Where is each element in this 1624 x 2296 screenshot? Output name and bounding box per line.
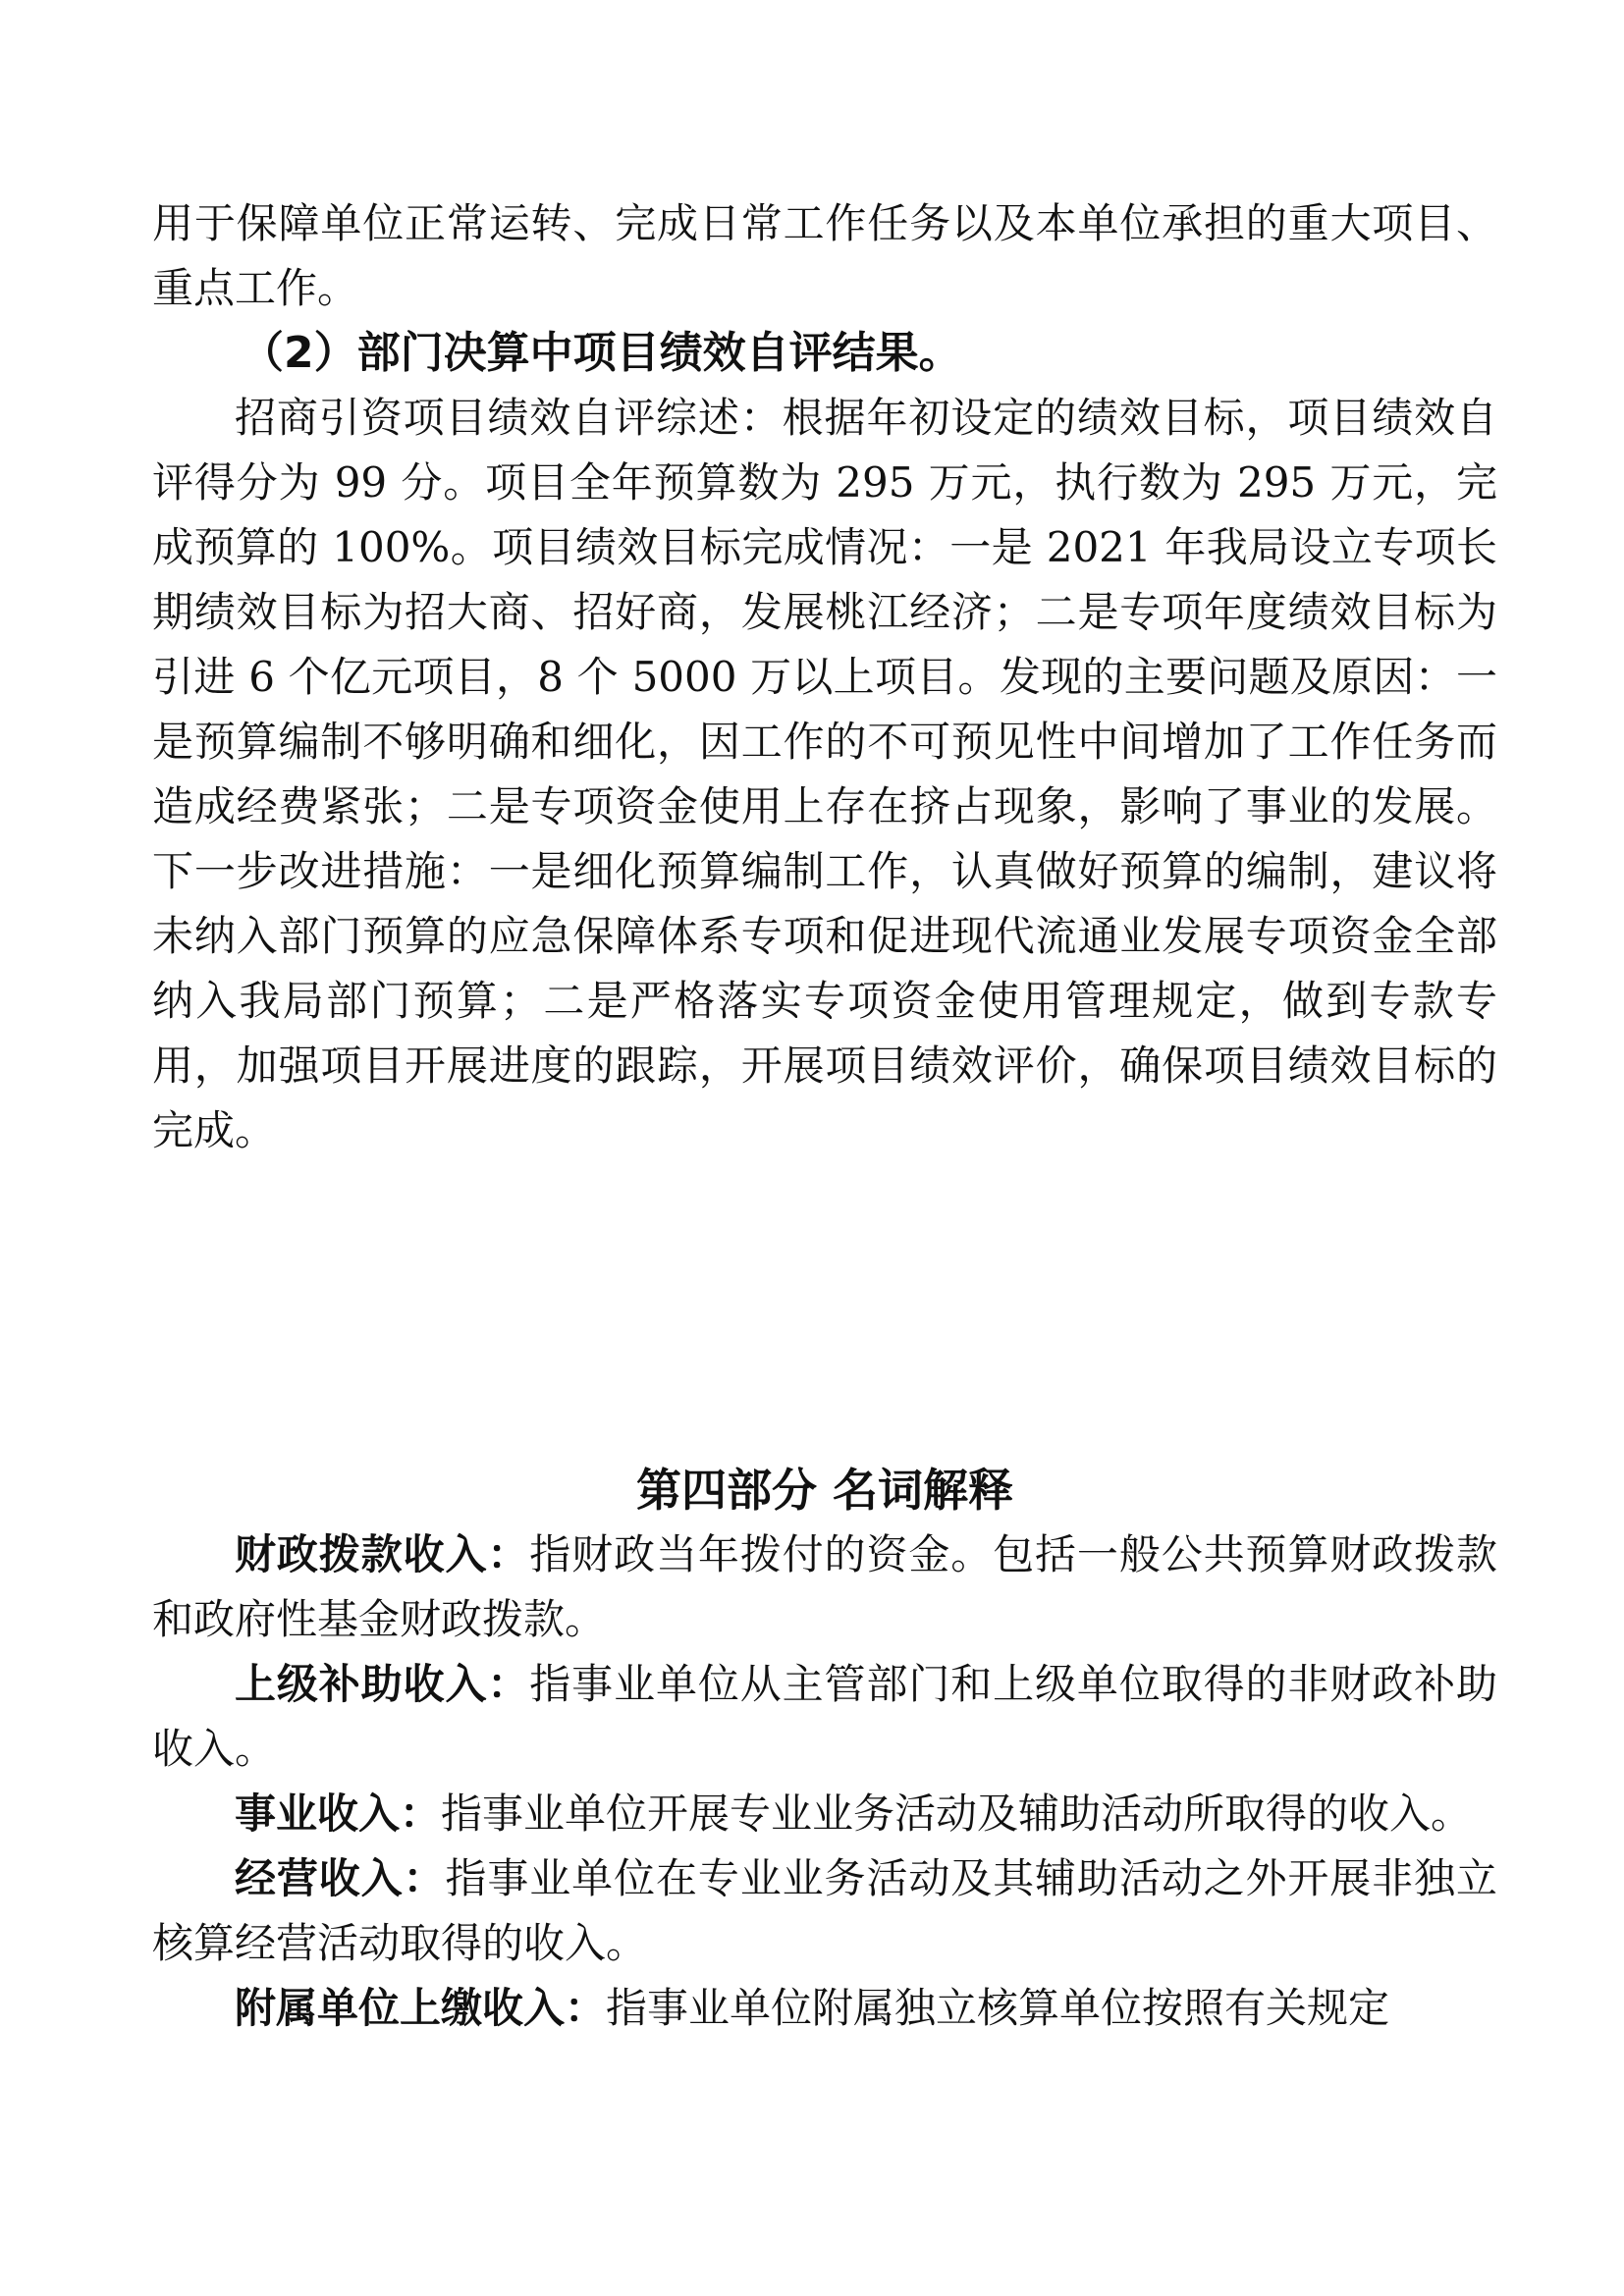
definition-item [152, 1782, 1497, 1846]
definition-term: 上级补助收入： [235, 1660, 530, 1708]
definition-item [152, 1846, 1497, 1976]
definition-text: 指财政当年拨付的资金。包括一般公共预算财政拨款和政府性基金财政拨款。 [152, 1530, 1497, 1643]
definition-text: 指事业单位从主管部门和上级单位取得的非财政补助收入。 [152, 1660, 1497, 1773]
self-evaluation-paragraph: 招商引资项目绩效自评综述：根据年初设定的绩效目标，项目绩效自评得分为 99 分。项目全年预算数为 295 万元，执行数为 295 万元，完成预算的 100%。项目绩效目标完成情况：一是 2021 年我局设立专项长期绩效目标为招大商、招好商，发展桃江经济；二是专项年度绩效目标为引进 6 个亿元项目，8 个 5000 万以上项目。发现的主要问题及原因：一是预算编制不够明确和细化，因工作的不可预见性中间增加了工作任务而造成经费紧张；二是专项资金使用上存在挤占现象，影响了事业的发展。下一步改进措施：一是细化预算编制工作，认真做好预算的编制，建议将未纳入部门预算的应急保障体系专项和促进现代流通业发展专项资金全部纳入我局部门预算；二是严格落实专项资金使用管理规定，做到专款专用，加强项目开展进度的跟踪，开展项目绩效评价，确保项目绩效目标的完成。 [152, 394, 1497, 1154]
definitions-list [152, 1522, 1497, 2041]
continuation-paragraph: 用于保障单位正常运转、完成日常工作任务以及本单位承担的重大项目、重点工作。 [152, 199, 1497, 312]
document-page [152, 191, 1497, 2032]
definition-text: 指事业单位在专业业务活动及其辅助活动之外开展非独立核算经营活动取得的收入。 [152, 1854, 1497, 1967]
definition-term: 事业收入： [235, 1789, 442, 1838]
subheading-performance-results: （2）部门决算中项目绩效自评结果。 [241, 328, 962, 378]
definition-text: 指事业单位开展专业业务活动及辅助活动所取得的收入。 [441, 1789, 1473, 1838]
definition-term: 经营收入： [235, 1854, 446, 1902]
definition-text: 指事业单位附属独立核算单位按照有关规定 [606, 1984, 1390, 2032]
definition-item [152, 1976, 1497, 2041]
section-title: 第四部分 名词解释 [635, 1464, 1013, 1517]
definition-item [152, 1652, 1497, 1782]
definition-term: 财政拨款收入： [235, 1530, 530, 1578]
definition-term: 附属单位上缴收入： [235, 1984, 607, 2032]
definition-item [152, 1522, 1497, 1652]
